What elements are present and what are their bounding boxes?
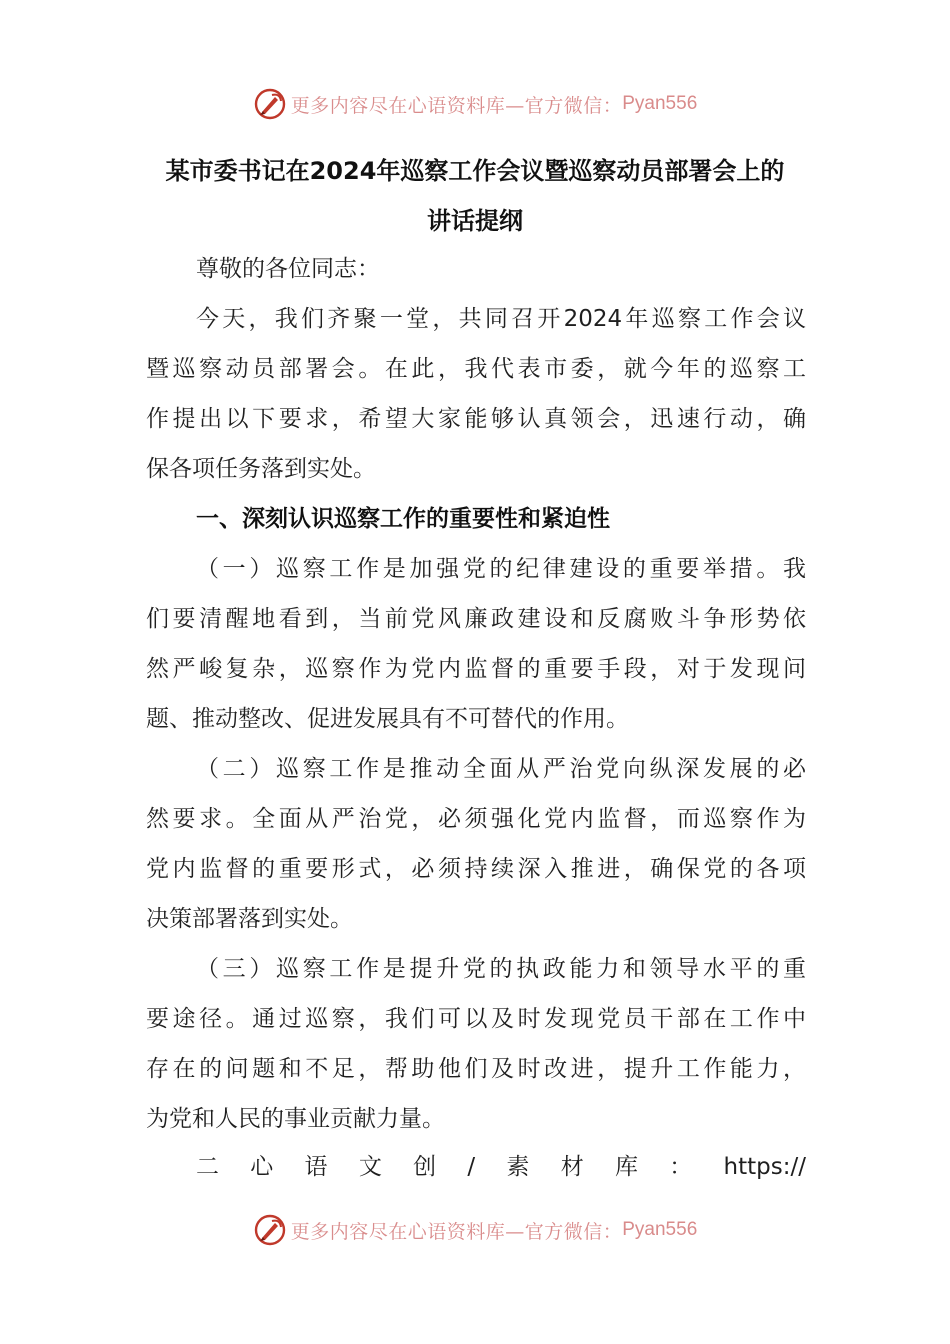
body-line: 作提出以下要求，希望大家能够认真领会，迅速行动，确 <box>146 406 806 432</box>
body-line: 要途径。通过巡察，我们可以及时发现党员干部在工作中 <box>146 1006 806 1032</box>
footer-watermark <box>0 1210 950 1250</box>
body-line: 然要求。全面从严治党，必须强化党内监督，而巡察作为 <box>146 806 806 832</box>
body-line: 题、推动整改、促进发展具有不可替代的作用。 <box>146 706 629 732</box>
watermark-contact: Pyan556 <box>622 93 698 114</box>
body-line: 为党和人民的事业贡献力量。 <box>146 1106 445 1132</box>
body-line: 党内监督的重要形式，必须持续深入推进，确保党的各项 <box>146 856 806 882</box>
body-line: 存在的问题和不足，帮助他们及时改进，提升工作能力， <box>146 1056 806 1082</box>
watermark-text: 更多内容尽在心语资料库—官方微信： <box>290 1220 623 1243</box>
body-line: 然严峻复杂，巡察作为党内监督的重要手段，对于发现问 <box>146 656 806 682</box>
pen-logo-icon <box>253 1213 287 1247</box>
body-line: 今天，我们齐聚一堂，共同召开2024年巡察工作会议 <box>196 306 806 332</box>
body-line: （一）巡察工作是加强党的纪律建设的重要举措。我 <box>196 556 806 582</box>
resource-link-line[interactable]: 二心语文创/素材库：https:// <box>196 1154 806 1180</box>
salutation: 尊敬的各位同志： <box>196 256 380 282</box>
body-line: 决策部署落到实处。 <box>146 906 353 932</box>
body-line: （三）巡察工作是提升党的执政能力和领导水平的重 <box>196 956 806 982</box>
header-watermark <box>0 84 950 124</box>
watermark-text: 更多内容尽在心语资料库—官方微信： <box>290 94 623 117</box>
section-heading-1: 一、深刻认识巡察工作的重要性和紧迫性 <box>196 506 610 532</box>
watermark-contact: Pyan556 <box>622 1219 698 1240</box>
document-title-line-1: 某市委书记在2024年巡察工作会议暨巡察动员部署会上的 <box>165 157 785 185</box>
body-line: 保各项任务落到实处。 <box>146 456 376 482</box>
body-line: 暨巡察动员部署会。在此，我代表市委，就今年的巡察工 <box>146 356 806 382</box>
body-line: （二）巡察工作是推动全面从严治党向纵深发展的必 <box>196 756 806 782</box>
document-title-line-2: 讲话提纲 <box>427 207 523 235</box>
body-line: 们要清醒地看到，当前党风廉政建设和反腐败斗争形势依 <box>146 606 806 632</box>
pen-logo-icon <box>253 87 287 121</box>
